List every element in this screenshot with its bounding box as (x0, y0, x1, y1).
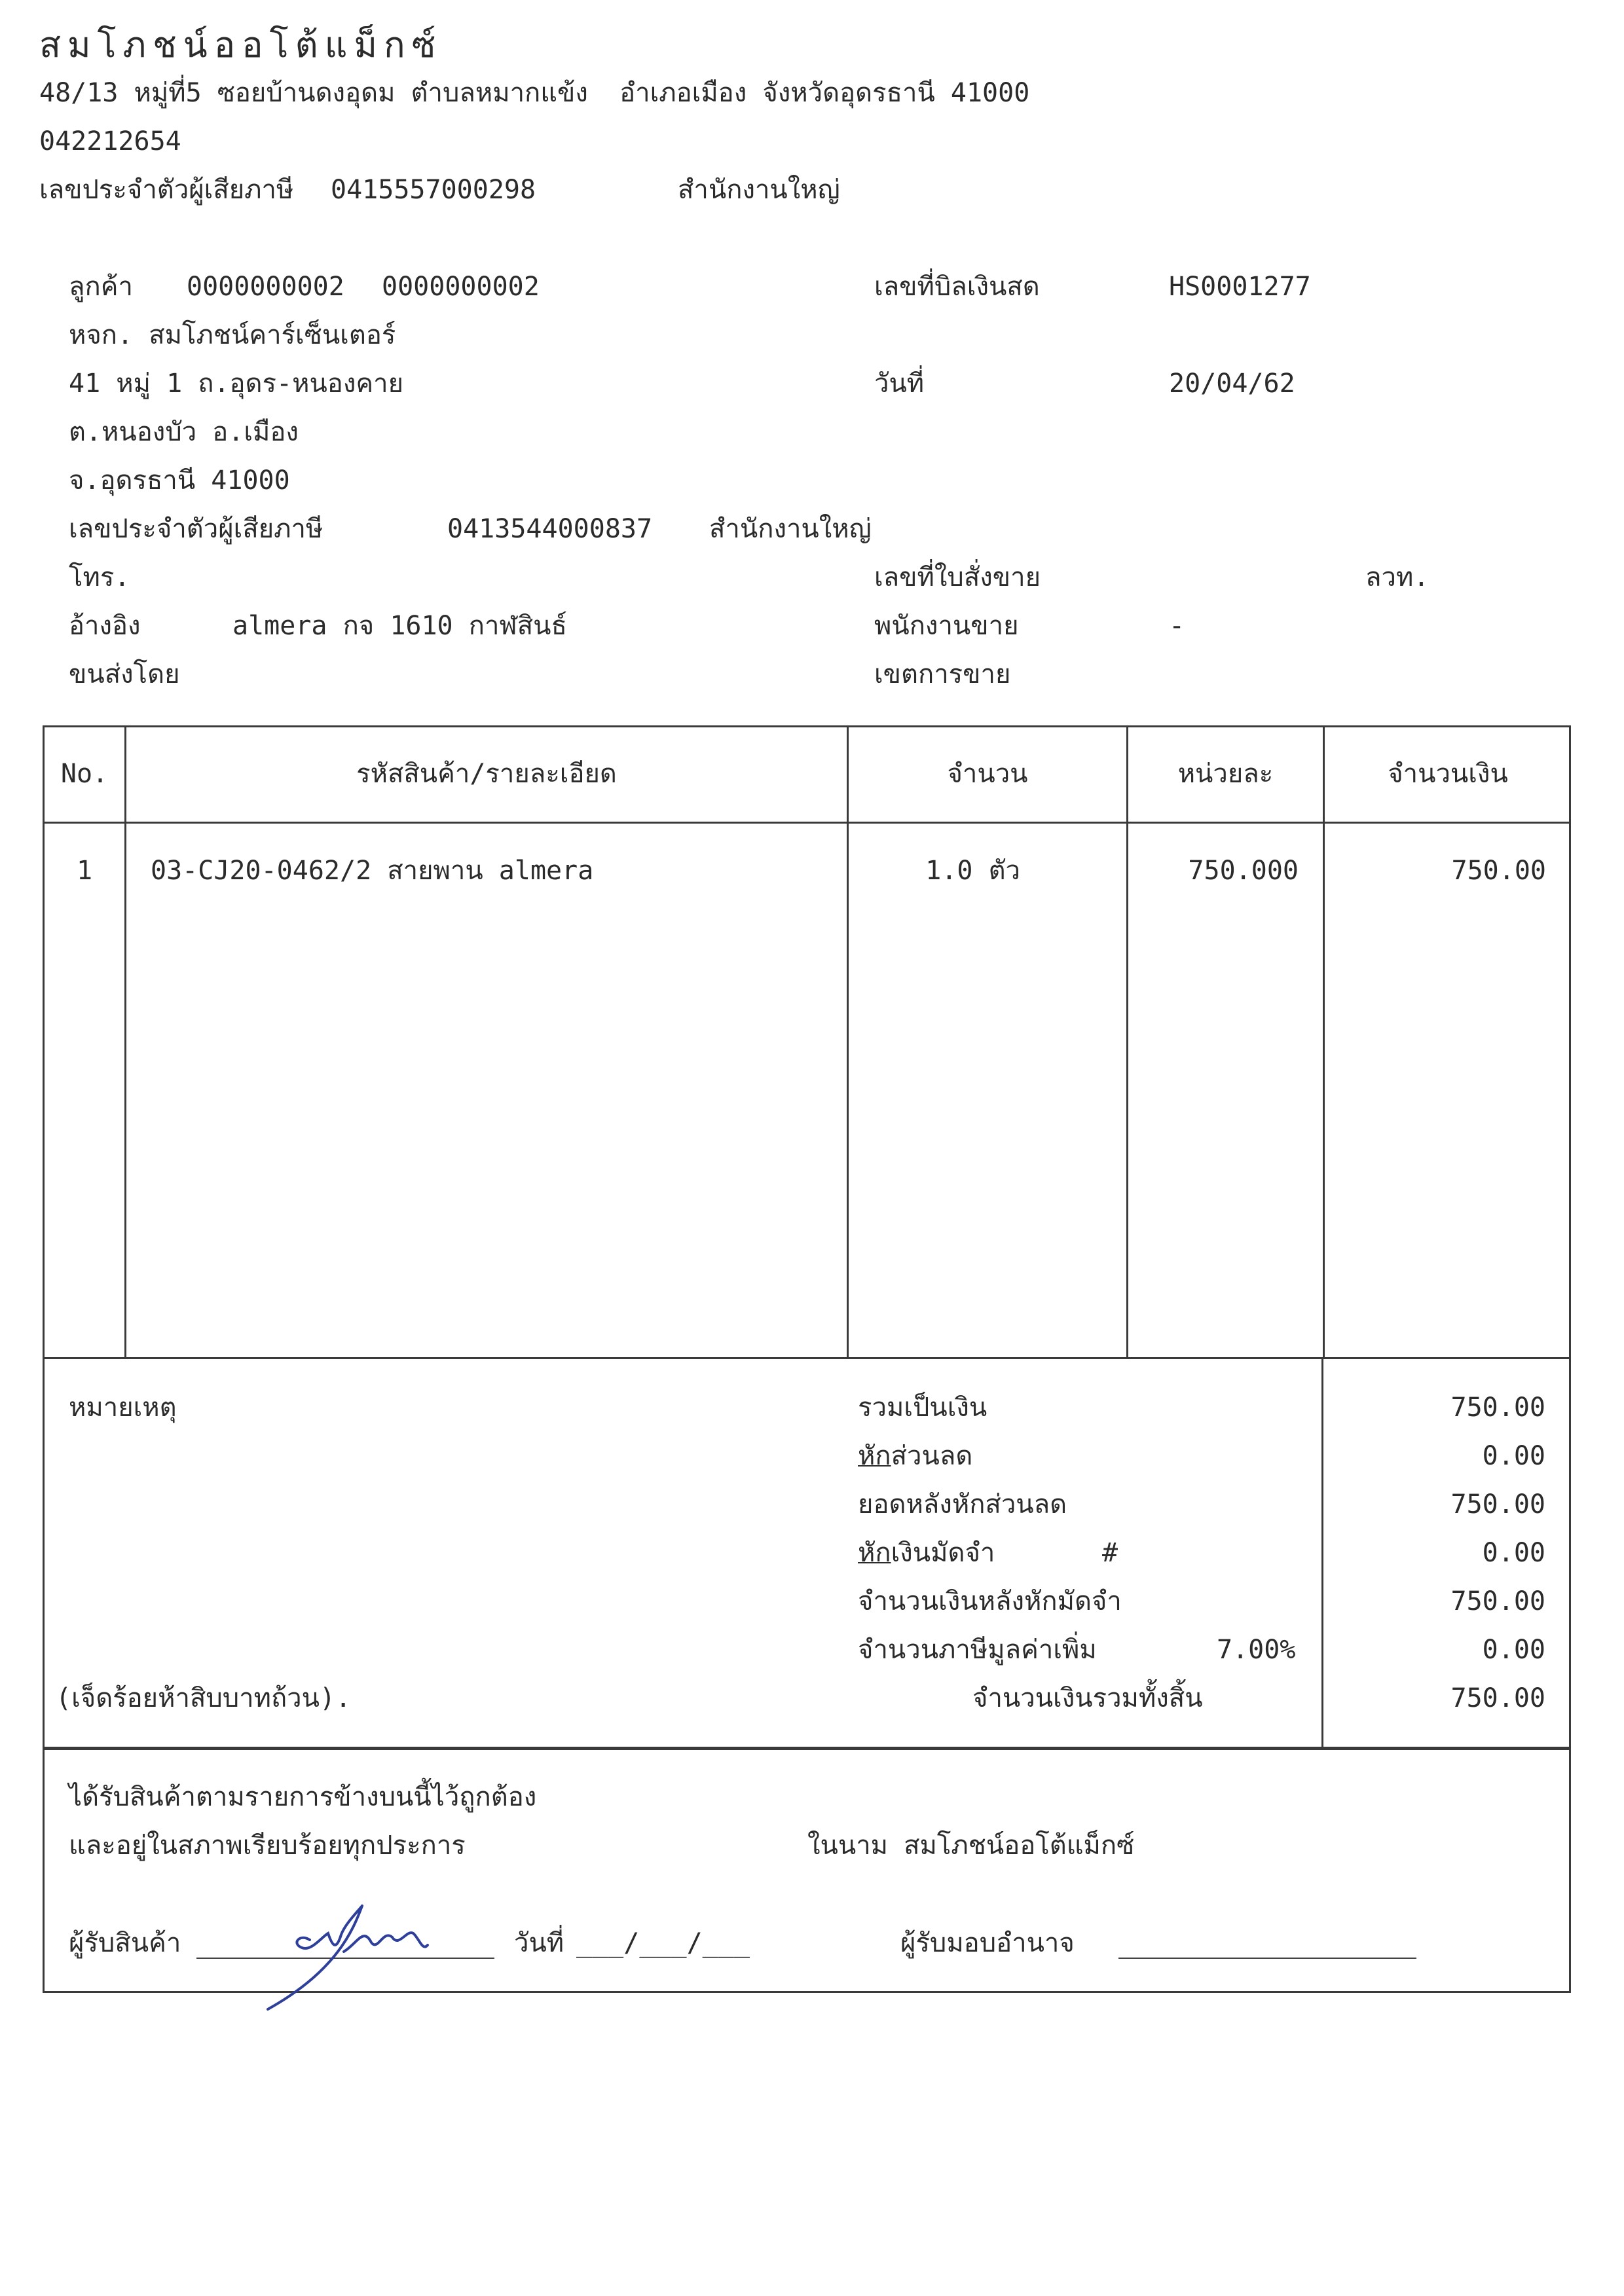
authorized-signature-line (1118, 1958, 1416, 1959)
subtotal-label: รวมเป็นเงิน (858, 1393, 987, 1423)
discount-prefix: หัก (858, 1441, 891, 1471)
discount-value: 0.00 (1482, 1441, 1545, 1471)
remark-label: หมายเหตุ (69, 1393, 177, 1423)
bill-date: 20/04/62 (1169, 369, 1295, 399)
row-quantity: 1.0 ตัว (925, 856, 1020, 886)
customer-tax-label: เลขประจำตัวผู้เสียภาษี (69, 514, 323, 544)
header-unit-price: หน่วยละ (1177, 759, 1274, 789)
header-quantity: จำนวน (947, 759, 1028, 789)
col-divider-1 (124, 725, 126, 1359)
after-discount-label: ยอดหลังหักส่วนลด (858, 1489, 1067, 1520)
header-description: รหัสสินค้า/รายละเอียด (356, 759, 617, 789)
company-name: สมโภชน์ออโต้แม็กซ์ (39, 24, 443, 65)
row-description: 03-CJ20-0462/2 สายพาน almera (151, 856, 594, 886)
salesperson-value: - (1169, 611, 1185, 641)
row-amount: 750.00 (1451, 856, 1546, 886)
totals-divider (1321, 1357, 1323, 1749)
items-table (43, 725, 1571, 1359)
company-tax-label: เลขประจำตัวผู้เสียภาษี (39, 175, 294, 205)
after-deposit-value: 750.00 (1450, 1586, 1545, 1616)
company-address: 48/13 หมู่ที่5 ซอยบ้านดงอุดม ตำบลหมากแข้ง อำเภอเมือง จังหวัดอุดรธานี 41000 (39, 78, 1030, 108)
grand-total-label: จำนวนเงินรวมทั้งสิ้น (972, 1683, 1203, 1713)
col-divider-3 (1126, 725, 1128, 1359)
vat-label: จำนวนภาษีมูลค่าเพิ่ม (858, 1635, 1097, 1665)
deposit-label (858, 1540, 995, 1566)
after-deposit-label: จำนวนเงินหลังหักมัดจำ (858, 1586, 1122, 1616)
receiver-label: ผู้รับสินค้า (69, 1928, 181, 1958)
table-header-rule (43, 822, 1571, 824)
grand-total-value: 750.00 (1450, 1683, 1545, 1713)
authorized-label: ผู้รับมอบอำนาจ (900, 1928, 1075, 1958)
sales-order-label: เลขที่ใบสั่งขาย (874, 562, 1041, 592)
received-statement-2: และอยู่ในสภาพเรียบร้อยทุกประการ (69, 1831, 466, 1861)
col-divider-2 (847, 725, 849, 1359)
customer-code-2: 0000000002 (382, 272, 540, 302)
vat-value: 0.00 (1482, 1635, 1545, 1665)
header-amount: จำนวนเงิน (1388, 759, 1508, 789)
deposit-text: เงินมัดจำ (891, 1538, 995, 1568)
vat-rate: 7.00% (1217, 1635, 1296, 1665)
bill-number: HS0001277 (1169, 272, 1311, 302)
discount-label (858, 1443, 972, 1469)
on-behalf-of: ในนาม สมโภชน์ออโต้แม็กซ์ (807, 1831, 1135, 1861)
customer-code: 0000000002 (187, 272, 344, 302)
reference-value: almera กจ 1610 กาฬสินธ์ (232, 611, 567, 641)
subtotal-value: 750.00 (1450, 1393, 1545, 1423)
row-no: 1 (76, 856, 93, 886)
customer-name: หจก. สมโภชน์คาร์เซ็นเตอร์ (69, 320, 396, 350)
bill-date-label: วันที่ (874, 369, 925, 399)
customer-label: ลูกค้า (69, 272, 133, 302)
customer-address-3: จ.อุดรธานี 41000 (69, 465, 290, 496)
customer-phone-label: โทร. (69, 562, 130, 592)
after-discount-value: 750.00 (1450, 1489, 1545, 1520)
amount-in-words: (เจ็ดร้อยห้าสิบบาทถ้วน). (56, 1683, 352, 1713)
customer-address-1: 41 หมู่ 1 ถ.อุดร-หนองคาย (69, 369, 404, 399)
receive-date-label: วันที่ (514, 1928, 564, 1958)
salesperson-label: พนักงานขาย (874, 611, 1019, 641)
reference-label: อ้างอิง (69, 611, 141, 641)
company-branch: สำนักงานใหญ่ (678, 175, 840, 205)
shipping-label: ขนส่งโดย (69, 659, 180, 689)
receiver-signature (259, 1889, 435, 2013)
customer-address-2: ต.หนองบัว อ.เมือง (69, 417, 299, 447)
customer-tax-id: 0413544000837 (447, 514, 653, 544)
customer-branch: สำนักงานใหญ่ (709, 514, 872, 544)
company-phone: 042212654 (39, 126, 181, 156)
deposit-value: 0.00 (1482, 1538, 1545, 1568)
header-no: No. (60, 759, 109, 789)
deposit-hash: # (1102, 1538, 1118, 1568)
company-tax-id: 0415557000298 (331, 175, 536, 205)
discount-text: ส่วนลด (891, 1441, 973, 1471)
deposit-prefix: หัก (858, 1538, 891, 1568)
receive-date-blank: ___/___/___ (576, 1928, 750, 1958)
col-divider-4 (1323, 725, 1325, 1359)
sales-area-label: เขตการขาย (874, 659, 1011, 689)
row-unit-price: 750.000 (1188, 856, 1299, 886)
sales-order-value: ลวท. (1365, 562, 1430, 592)
received-statement-1: ได้รับสินค้าตามรายการข้างบนนี้ไว้ถูกต้อง (69, 1782, 537, 1812)
bill-number-label: เลขที่บิลเงินสด (874, 272, 1040, 302)
